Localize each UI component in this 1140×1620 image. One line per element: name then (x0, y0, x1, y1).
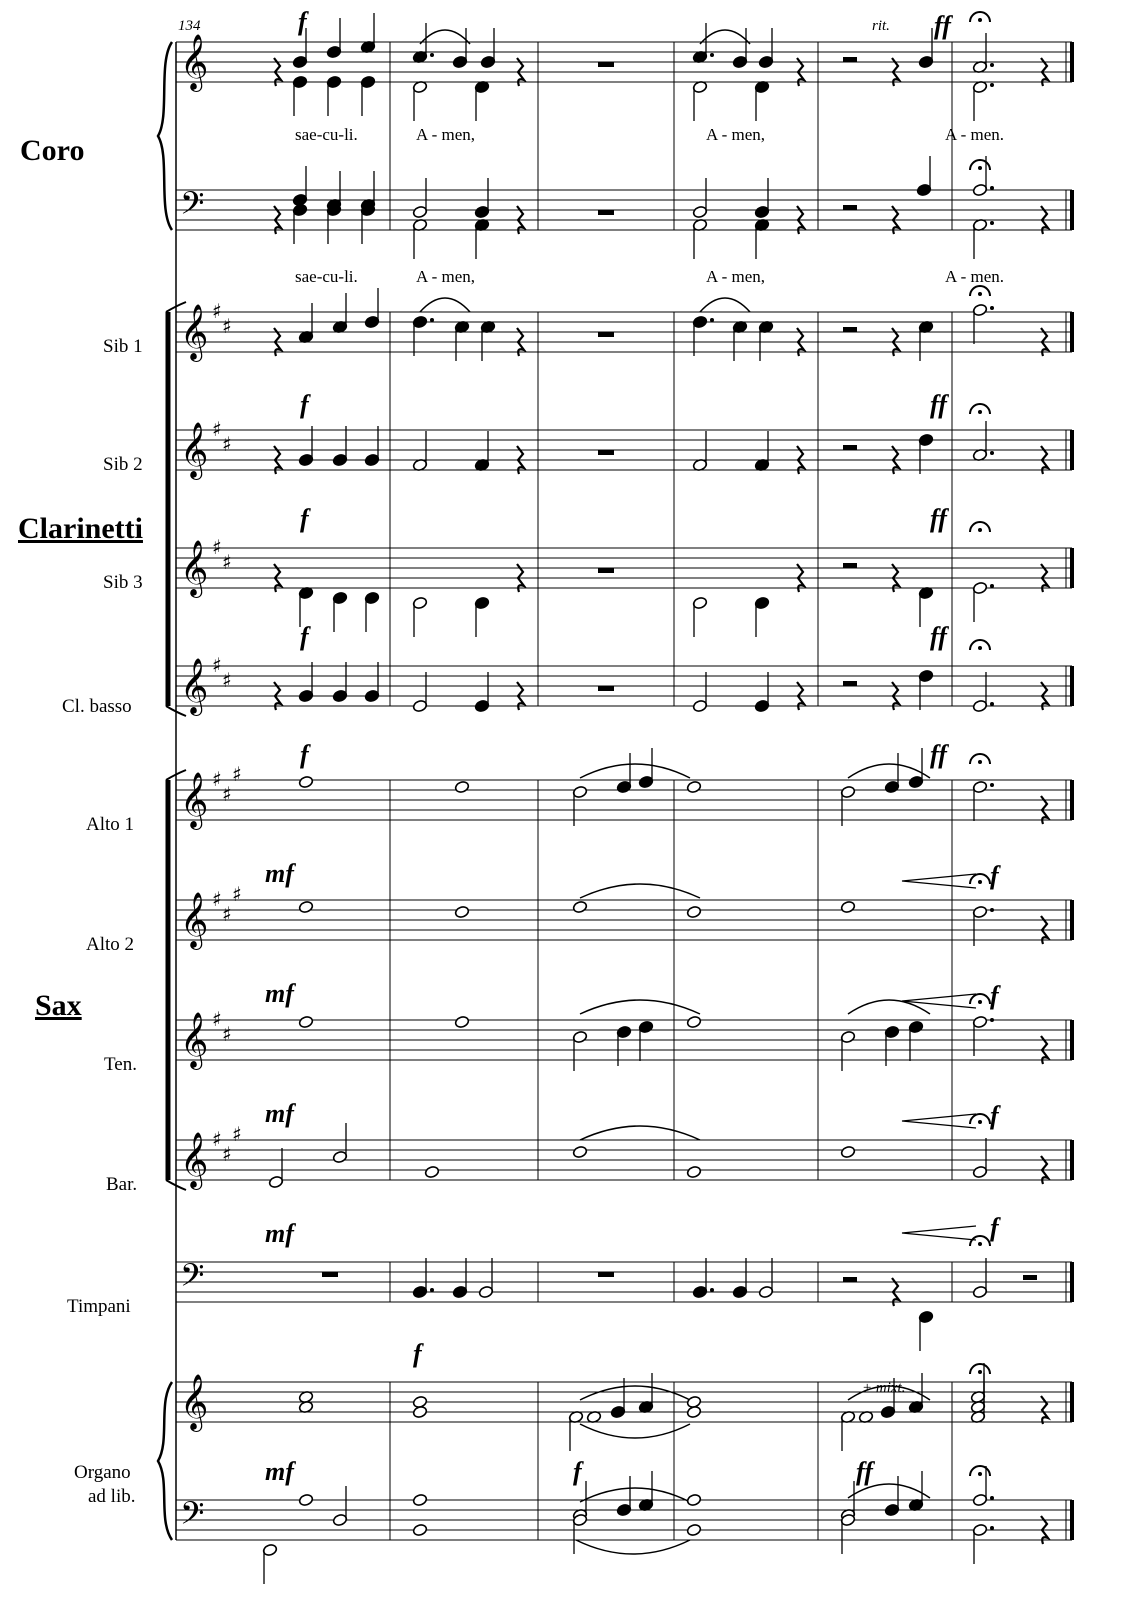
fermata-dot (978, 528, 982, 532)
fermata-dot (978, 880, 982, 884)
label-ad-lib: ad lib. (88, 1486, 136, 1507)
label-sib2: Sib 2 (103, 454, 143, 475)
notehead (454, 1015, 469, 1028)
fermata-dot (978, 410, 982, 414)
sharp-icon: ♯ (212, 767, 222, 791)
dynamics (265, 7, 1001, 1486)
notehead (840, 900, 855, 913)
dot (990, 63, 994, 67)
sharp-icon: ♯ (222, 668, 232, 692)
mixture-marking: + mixt. (862, 1380, 906, 1396)
label-alto1: Alto 1 (86, 814, 135, 835)
hairpin (902, 994, 976, 1008)
notehead (686, 1405, 701, 1418)
notehead (298, 1493, 313, 1506)
fermata-dot (978, 1472, 982, 1476)
fermata-dot (978, 646, 982, 650)
dynamic-mf: mf (265, 979, 294, 1008)
group-coro: Coro (20, 134, 85, 167)
group-sax: Sax (35, 989, 82, 1022)
lyric: A - men, (706, 125, 766, 144)
label-alto2: Alto 2 (86, 934, 135, 955)
notehead (454, 905, 469, 918)
dynamic-f: f (300, 504, 309, 533)
sharp-icon: ♯ (212, 299, 222, 323)
half-rest-icon (1023, 1275, 1037, 1280)
quarter-rest-icon (1041, 1396, 1048, 1424)
sharp-icon: ♯ (212, 417, 222, 441)
lyrics-bass (295, 267, 1004, 286)
notehead (686, 1523, 701, 1536)
lyric: sae-cu-li. (295, 125, 358, 144)
staff-lines (158, 34, 1072, 1540)
dynamic-mf: mf (265, 859, 294, 888)
whole-rest-icon (598, 210, 614, 215)
bass-clef-icon: 𝄢 (180, 1257, 205, 1301)
sharp-icon: ♯ (222, 1142, 232, 1166)
sharp-icon: ♯ (222, 1022, 232, 1046)
fermata-dot (978, 18, 982, 22)
whole-rest-icon (322, 1272, 338, 1277)
treble-clef-icon: 𝄞 (180, 1132, 209, 1188)
sharp-icon: ♯ (222, 782, 232, 806)
label-sib1: Sib 1 (103, 336, 143, 357)
dot (430, 1288, 434, 1292)
bass-clef-icon: 𝄢 (180, 185, 205, 229)
treble-clef-icon: 𝄞 (180, 1012, 209, 1068)
dynamic-mf: mf (265, 1219, 294, 1248)
treble-clef-icon: 𝄞 (180, 1374, 209, 1430)
dynamic-mf: mf (265, 1457, 294, 1486)
dot (710, 318, 714, 322)
group-clarinetti: Clarinetti (18, 512, 143, 545)
notehead (454, 780, 469, 793)
half-rest-icon (843, 1277, 857, 1282)
dynamic-f: f (990, 1101, 999, 1130)
sharp-icon: ♯ (212, 1127, 222, 1151)
sharp-icon: ♯ (212, 887, 222, 911)
sharp-icon: ♯ (222, 314, 232, 338)
dynamic-ff: ff (930, 390, 947, 419)
dynamic-mf: mf (265, 1099, 294, 1128)
rit-marking: rit. (872, 18, 890, 34)
sharp-icon: ♯ (222, 550, 232, 574)
lyric: A - men. (945, 267, 1005, 286)
notehead (412, 1493, 427, 1506)
slur (848, 764, 930, 778)
treble-clef-icon: 𝄞 (180, 34, 209, 90)
half-rest-icon (843, 205, 857, 210)
treble-clef-icon: 𝄞 (180, 422, 209, 478)
bass-clef-icon: 𝄢 (180, 1495, 205, 1539)
treble-clef-icon: 𝄞 (180, 540, 209, 596)
whole-rest-icon (598, 686, 614, 691)
dot (430, 53, 434, 57)
sharp-icon: ♯ (212, 1007, 222, 1031)
lyric: A - men, (706, 267, 766, 286)
whole-rest-icon (598, 1272, 614, 1277)
whole-rest-icon (598, 62, 614, 67)
brace-icon (158, 1382, 172, 1540)
hairpin (902, 874, 976, 888)
dot (990, 221, 994, 225)
dynamic-f: f (300, 740, 309, 769)
fermata-dot (978, 1120, 982, 1124)
fermata-dot (978, 166, 982, 170)
half-rest-icon (843, 57, 857, 62)
treble-clef-icon: 𝄞 (180, 772, 209, 828)
dynamic-f: f (573, 1457, 582, 1486)
sharp-icon: ♯ (232, 762, 242, 786)
notehead (572, 900, 587, 913)
lyric: A - men. (945, 125, 1005, 144)
whole-rest-icon (598, 332, 614, 337)
half-rest-icon (843, 681, 857, 686)
treble-clef-icon: 𝄞 (180, 658, 209, 714)
notehead (298, 1015, 313, 1028)
fermata-dot (978, 1370, 982, 1374)
label-baritone: Bar. (106, 1174, 138, 1195)
lyric: A - men, (416, 267, 476, 286)
notehead (686, 1015, 701, 1028)
slur (848, 1484, 930, 1498)
dot (990, 1496, 994, 1500)
crescendo-hairpins (902, 874, 976, 1240)
dot (990, 584, 994, 588)
treble-clef-icon: 𝄞 (180, 304, 209, 360)
label-organo: Organo (74, 1462, 131, 1483)
dot (990, 83, 994, 87)
dot (990, 306, 994, 310)
dynamic-f: f (990, 981, 999, 1010)
dynamic-ff: ff (934, 11, 951, 40)
dynamic-ff: ff (930, 740, 947, 769)
dynamic-f: f (990, 1213, 999, 1242)
label-cl-basso: Cl. basso (62, 696, 132, 717)
brace-icon (158, 42, 172, 230)
dynamic-ff: ff (856, 1457, 873, 1486)
dot (710, 53, 714, 57)
dynamic-f: f (298, 7, 307, 36)
label-timpani: Timpani (67, 1296, 131, 1317)
notes-layer (262, 12, 1048, 1584)
dynamic-f: f (300, 390, 309, 419)
notehead (298, 900, 313, 913)
sharp-icon: ♯ (212, 535, 222, 559)
slur (420, 298, 470, 312)
sharp-icon: ♯ (232, 1122, 242, 1146)
dot (990, 1526, 994, 1530)
hairpin (902, 1226, 976, 1240)
dot (990, 186, 994, 190)
slur (580, 1000, 700, 1014)
notehead (686, 1493, 701, 1506)
fermata-dot (978, 760, 982, 764)
dot (990, 702, 994, 706)
dynamic-f: f (413, 1339, 422, 1368)
lyrics-soprano (295, 125, 1004, 144)
dot (990, 451, 994, 455)
notehead (686, 905, 701, 918)
label-tenor: Ten. (104, 1054, 137, 1075)
dot (990, 783, 994, 787)
slur (576, 1540, 690, 1554)
measure-number: 134 (178, 18, 201, 34)
treble-clef-icon: 𝄞 (180, 892, 209, 948)
half-rest-icon (843, 327, 857, 332)
slur (580, 1126, 700, 1140)
dynamic-ff: ff (930, 504, 947, 533)
dot (430, 318, 434, 322)
fermata-dot (978, 292, 982, 296)
dynamic-f: f (300, 622, 309, 651)
notehead (840, 1145, 855, 1158)
whole-rest-icon (598, 450, 614, 455)
slur (580, 884, 700, 898)
label-sib3: Sib 3 (103, 572, 143, 593)
slur (580, 764, 690, 778)
half-rest-icon (843, 445, 857, 450)
fermata-dot (978, 1242, 982, 1246)
notehead (686, 1165, 701, 1178)
notehead (298, 775, 313, 788)
fermata-dot (978, 1000, 982, 1004)
notehead (572, 1145, 587, 1158)
dot (990, 1018, 994, 1022)
dot (990, 908, 994, 912)
dot (710, 1288, 714, 1292)
lyric: sae-cu-li. (295, 267, 358, 286)
sharp-icon: ♯ (232, 882, 242, 906)
notehead (412, 1405, 427, 1418)
notehead (412, 1523, 427, 1536)
lyric: A - men, (416, 125, 476, 144)
hairpin (902, 1114, 976, 1128)
whole-rest-icon (598, 568, 614, 573)
half-rest-icon (843, 563, 857, 568)
sharp-icon: ♯ (222, 432, 232, 456)
dynamic-ff: ff (930, 622, 947, 651)
notehead (686, 780, 701, 793)
sharp-icon: ♯ (222, 902, 232, 926)
sharp-icon: ♯ (212, 653, 222, 677)
dynamic-f: f (990, 861, 999, 890)
notehead (424, 1165, 439, 1178)
slur (700, 298, 750, 312)
